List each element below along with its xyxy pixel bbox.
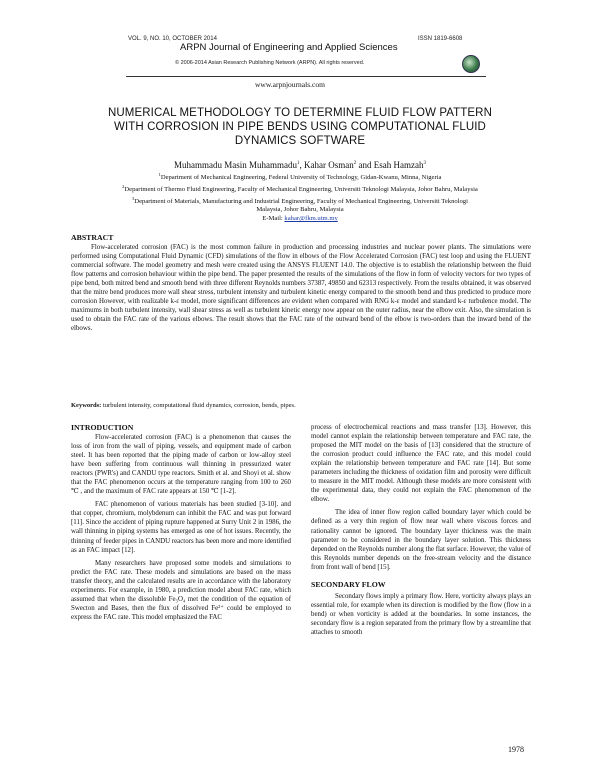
abstract-heading: ABSTRACT bbox=[71, 233, 114, 242]
title-line-1: NUMERICAL METHODOLOGY TO DETERMINE FLUID FLOW PATTERN bbox=[108, 107, 492, 119]
journal-url[interactable]: www.arpnjournals.com bbox=[255, 80, 325, 89]
affiliation-3-cont: Malaysia, Johor Bahru, Malaysia bbox=[256, 206, 344, 214]
right-paragraph-1: process of electrochemical reactions and mass transfer [13]. However, this model cannot explain the relationship between temperature and FAC rate, the proposed the MIT model on the basis of [13] considered that the structure of the corrosion product could influence the FAC rate, and this model could explain the relationship between temperature and FAC rate [14]. But some parameters including the thickness of oxidation film and porosity were difficult to measure in the MIT model. Although these models are more consistent with the experimental data, they could not explain the FAC phenomenon of the elbow. bbox=[311, 424, 531, 504]
page-number: 1978 bbox=[508, 745, 524, 754]
keywords-label: Keywords: bbox=[71, 402, 102, 409]
secondary-flow-heading: SECONDARY FLOW bbox=[311, 579, 386, 589]
author-1-sup: 1 bbox=[297, 161, 300, 166]
copyright-notice: © 2006-2014 Asian Research Publishing Network (ARPN). All rights reserved. bbox=[175, 60, 365, 66]
right-column bbox=[311, 423, 531, 641]
email-link[interactable]: kahar@fkm.utm.my bbox=[284, 214, 338, 222]
volume-info: VOL. 9, NO. 10, OCTOBER 2014 bbox=[128, 36, 217, 42]
right-paragraph-2: The idea of inner flow region called boundary layer which could be defined as a very thin region of flow near wall where viscous forces and rationality cannot be ignored. The boundary layer thickness was the main parameter to be considered in the boundary layer solution. This thickness depended on the Reynolds number along the flat surface. However, the value of this Reynolds number depends on the free-stream velocity and the distance from front wall of bend [15]. bbox=[311, 509, 531, 571]
arpn-logo-icon bbox=[462, 55, 480, 73]
keywords-text: turbulent intensity, computational fluid dynamics, corrosion, bends, pipes. bbox=[101, 402, 296, 409]
affiliation-2: $^2$Department of Thermo Fluid Engineering, Faculty of Mechanical Engineering, Universiti Teknologi Malaysia, Johor Bahru, Malaysia bbox=[122, 183, 478, 193]
intro-paragraph-1: Flow-accelerated corrosion (FAC) is a phenomenon that causes the loss of iron from the wall of piping, vessels, and equipment made of carbon steel. It has been reported that the piping made of carbon or low-alloy steel have been suffering from continuous wall thinning in pressurized water reactors (PWR's) and CANDU type reactors. Smith et al. and Shoyi et al. show that the FAC phenomenon occurs at the temperature ranging from 100 to 260 ℃ , and the maximum of FAC rate appears at 150 ℃ [1-2]. bbox=[71, 434, 291, 496]
introduction-heading: INTRODUCTION bbox=[71, 423, 134, 432]
abstract-body bbox=[71, 243, 531, 333]
author-1: Muhammadu Masin Muhammadu bbox=[174, 160, 298, 170]
author-3-sup: 3 bbox=[423, 161, 426, 166]
title-line-2: WITH CORROSION IN PIPE BENDS USING COMPUTATIONAL FLUID bbox=[114, 121, 486, 133]
left-column bbox=[71, 433, 291, 626]
author-2-sup: 2 bbox=[353, 161, 357, 166]
author-3: and Esah Hamzah bbox=[356, 160, 424, 170]
abstract-paragraph: Flow-accelerated corrosion (FAC) is the most common failure in production and processing industries and nuclear power plants. The simulations were performed using Computational Fluid Dynamic (CFD) simulations of the flow in elbows of the Flow Accelerated Corrosion (FAC) test loop and using the FLUENT commercial software. The model geometry and mesh were created using the ANSYS FLUENT 14.0. The objective is to establish the relationship between the fluid flow patterns and corrosion behaviour within the pipe bend. The paper presented the results of the simulations of the flow in form of velocity vectors for two types of pipe bend, both mitred bend and smooth bend with three different Reynolds numbers 37387, 49850 and 62313 respectively. From the results obtained, it was observed that the mitre bend produces more wall shear stress, turbulent intensity and turbulent kinetic energy compared to the smooth bend and thus predicted to produce more corrosion However, with realizable k-ε model, more significant differences are evident when compared with RNG k-ε model and standard k-ε turbulence model. The maximums in both turbulent intensity, wall shear stress as well as turbulent kinetic energy now appear on the outer radius, near the elbow exit. Also, the simulation is used to obtain the FAC rate of the various elbows. The result shows that the FAC rate of the outward bend of the elbow is two-orders than the inward bend of the elbows. bbox=[71, 244, 531, 333]
title-line-3: DYNAMICS SOFTWARE bbox=[234, 135, 366, 147]
issn: ISSN 1819-6608 bbox=[418, 36, 463, 42]
journal-name: ARPN Journal of Engineering and Applied Sciences bbox=[180, 42, 398, 53]
affiliation-1: $^1$Department of Mechanical Engineering, Federal University of Technology, Gidan-Kwanu, Minna, Nigeria bbox=[158, 172, 442, 182]
keywords bbox=[71, 402, 531, 409]
intro-paragraph-2: FAC phenomenon of various materials has been studied [3-10]. and that copper, chromium, molybdenum can inhibit the FAC and was put forward [11]. Since the accident of piping rupture happened at Surry Unit 2 in 1986, the wall thinning in piping systems has emerged as one of hot issues. Recently, the thinning of feeder pipes in CANDU reactors has been more and more identified as an FAC impact [12]. bbox=[71, 501, 291, 554]
email-line: E-Mail: kahar@fkm.utm.my bbox=[262, 214, 338, 222]
authors bbox=[60, 160, 540, 170]
affiliation-3: $^3$Department of Materials, Manufacturing and Industrial Engineering, Faculty of Mechanical Engineering, Universiti Teknologi bbox=[132, 195, 468, 205]
intro-paragraph-3: Many researchers have proposed some models and simulations to predict the FAC rate. These models and simulations are based on the mass transfer theory, and the calculated results are in accordance with the laboratory experiments. For example, in 1980, a prediction model about FAC rate, which assumed that when the dissoluble Fe₃O₄ met the condition of the equation of Swecton and Bases, then the flux of dissolved Fe²⁺ could be employed to express the FAC rate. This model emphasized the FAC bbox=[71, 559, 291, 621]
affiliations bbox=[40, 171, 560, 224]
secondary-flow-paragraph: Secondary flows imply a primary flow. Here, vorticity always plays an essential role, for example when its direction is modified by the flow (flow in a bend) or when vorticity is added at the boundaries. In some instances, the secondary flow is a region separated from the primary flow by a streamline that attaches to smooth bbox=[311, 592, 531, 636]
paper-title bbox=[60, 106, 540, 148]
author-2: , Kahar Osman bbox=[299, 160, 354, 170]
header-rule bbox=[126, 76, 486, 77]
